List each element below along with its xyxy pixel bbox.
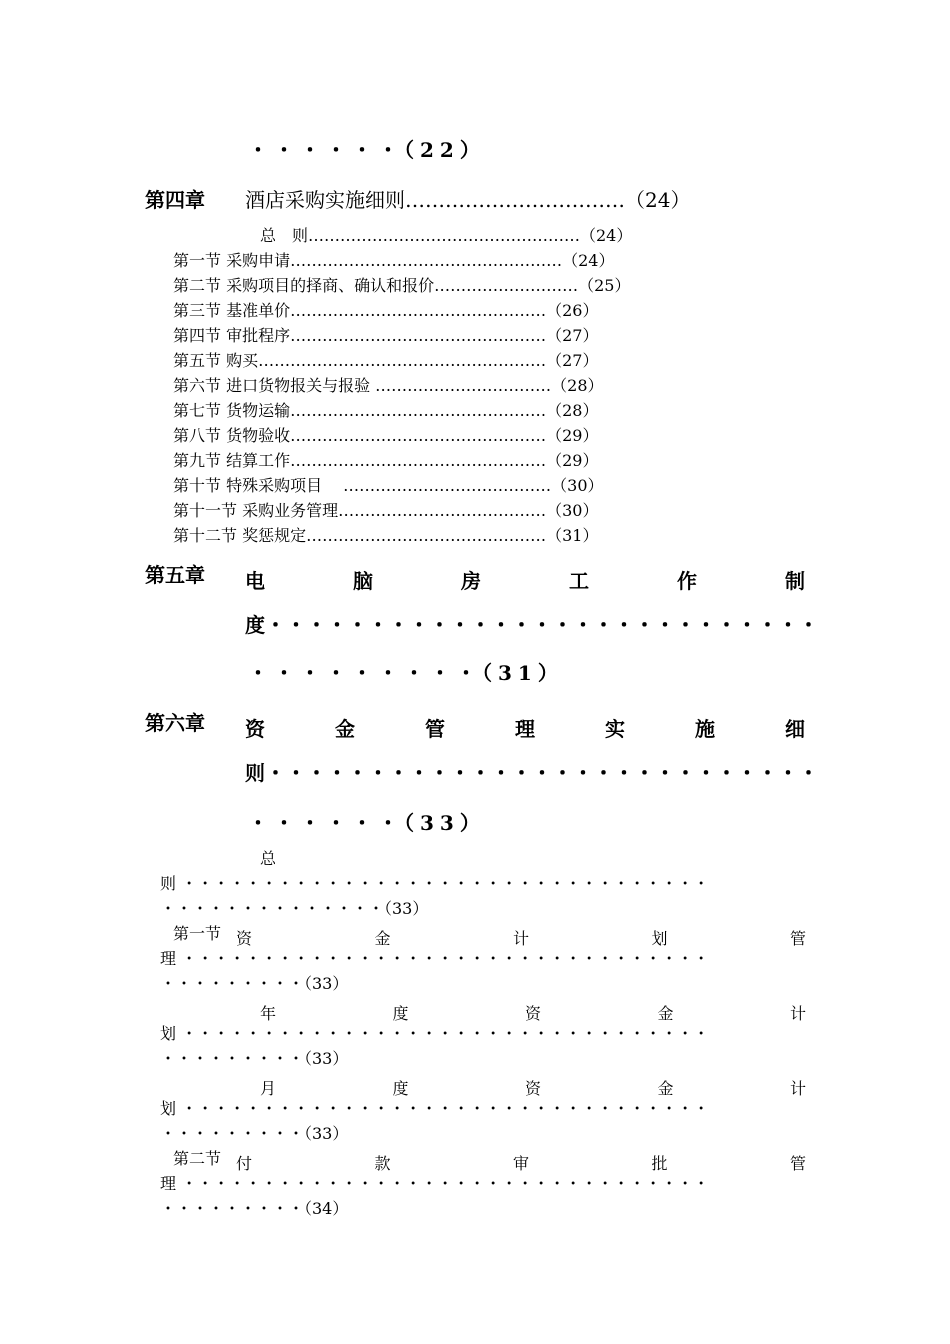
toc-ch5-char: 房: [461, 569, 481, 593]
toc-ch6-s1a-tail[interactable]: ・・・・・・・・・（33）: [160, 1049, 349, 1068]
toc-ch6-s1-spread[interactable]: [236, 926, 806, 949]
toc-ch4-item-7[interactable]: 第七节 货物运输…………………………………………（28）: [173, 401, 599, 420]
toc-ch4-item-3[interactable]: 第三节 基准单价…………………………………………（26）: [173, 301, 599, 320]
toc-ch4-label[interactable]: 第四章: [145, 188, 205, 212]
toc-ch6-s1b-char: 月: [260, 1079, 277, 1098]
toc-ch6-s1a-char: 度: [392, 1004, 409, 1023]
toc-ch6-s1b-tail[interactable]: ・・・・・・・・・（33）: [160, 1124, 349, 1143]
toc-ch4-item-4[interactable]: 第四节 审批程序…………………………………………（27）: [173, 326, 599, 345]
toc-ch4-title[interactable]: 酒店采购实施细则……………………………（24）: [245, 188, 691, 212]
toc-ch6-s1a-spread[interactable]: [260, 1001, 806, 1024]
toc-ch5-line3[interactable]: ・・・・・・・・・（31）: [248, 661, 564, 685]
toc-ch6-s1a-char: 年: [260, 1004, 277, 1023]
toc-ch6-s2-tail[interactable]: ・・・・・・・・・（34）: [160, 1199, 349, 1218]
toc-ch6-s2-line2[interactable]: 理 ・・・・・・・・・・・・・・・・・・・・・・・・・・・・・・・・・: [160, 1174, 710, 1193]
toc-ch5-char: 脑: [353, 569, 373, 593]
toc-ch4-item-10[interactable]: 第十节 特殊采购项目 …………………………………（30）: [173, 476, 604, 495]
toc-ch6-s1a-char: 资: [524, 1004, 541, 1023]
toc-ch6-ze-line[interactable]: 则 ・・・・・・・・・・・・・・・・・・・・・・・・・・・・・・・・・: [160, 874, 710, 893]
toc-ch5-char: 作: [677, 569, 697, 593]
toc-ch3-tail[interactable]: ・・・・・・（22）: [248, 138, 486, 162]
toc-ch6-s1-char: 计: [512, 929, 529, 948]
toc-ch6-s1b-spread[interactable]: [260, 1076, 806, 1099]
toc-ch4-item-2[interactable]: 第二节 采购项目的择商、确认和报价………………………（25）: [173, 276, 631, 295]
toc-ch5-line2[interactable]: 度・・・・・・・・・・・・・・・・・・・・・・・・・・・: [245, 613, 819, 637]
toc-ch4-item-5[interactable]: 第五节 购买………………………………………………（27）: [173, 351, 599, 370]
toc-ch6-s2-char: 审: [512, 1154, 529, 1173]
toc-ch6-s2-label[interactable]: 第二节: [173, 1149, 222, 1168]
toc-ch6-s2-spread[interactable]: [236, 1151, 806, 1174]
toc-ch4-item-8[interactable]: 第八节 货物验收…………………………………………（29）: [173, 426, 599, 445]
toc-ch6-char: 实: [605, 717, 625, 741]
toc-ch6-title-spread[interactable]: [245, 713, 805, 742]
toc-ch6-s1a-char: 金: [657, 1004, 674, 1023]
toc-ch6-zong[interactable]: 总: [260, 849, 277, 868]
toc-ch6-s1b-line2[interactable]: 划 ・・・・・・・・・・・・・・・・・・・・・・・・・・・・・・・・・: [160, 1099, 710, 1118]
toc-ch6-s1b-char: 度: [392, 1079, 409, 1098]
toc-ch6-label[interactable]: 第六章: [145, 711, 205, 735]
toc-ch5-char: 工: [569, 569, 589, 593]
toc-ch6-char: 理: [515, 717, 535, 741]
toc-ch6-s1b-char: 资: [524, 1079, 541, 1098]
toc-ch6-line2[interactable]: 则・・・・・・・・・・・・・・・・・・・・・・・・・・・: [245, 761, 819, 785]
toc-ch6-ze-tail[interactable]: ・・・・・・・・・・・・・・（33）: [160, 899, 429, 918]
toc-ch6-s1-tail[interactable]: ・・・・・・・・・（33）: [160, 974, 349, 993]
toc-ch4-item-12[interactable]: 第十二节 奖惩规定………………………………………（31）: [173, 526, 599, 545]
toc-ch4-item-11[interactable]: 第十一节 采购业务管理…………………………………（30）: [173, 501, 599, 520]
toc-ch4-item-6[interactable]: 第六节 进口货物报关与报验 ……………………………（28）: [173, 376, 604, 395]
toc-ch4-item-0[interactable]: 总 则……………………………………………（24）: [260, 226, 633, 245]
toc-ch5-char: 制: [785, 569, 805, 593]
toc-ch4-item-9[interactable]: 第九节 结算工作…………………………………………（29）: [173, 451, 599, 470]
toc-ch6-s1b-char: 计: [789, 1079, 806, 1098]
toc-ch6-char: 金: [335, 717, 355, 741]
toc-ch6-char: 细: [785, 717, 805, 741]
toc-ch4-item-1[interactable]: 第一节 采购申请……………………………………………（24）: [173, 251, 615, 270]
toc-ch6-char: 管: [425, 717, 445, 741]
toc-ch6-s1-char: 金: [374, 929, 391, 948]
toc-ch6-s1b-char: 金: [657, 1079, 674, 1098]
toc-ch6-char: 施: [695, 717, 715, 741]
toc-ch6-s1-label[interactable]: 第一节: [173, 924, 222, 943]
toc-ch6-s1-char: 资: [236, 929, 253, 948]
toc-ch5-title-spread[interactable]: [245, 565, 805, 594]
toc-ch6-s1a-line2[interactable]: 划 ・・・・・・・・・・・・・・・・・・・・・・・・・・・・・・・・・: [160, 1024, 710, 1043]
toc-ch5-char: 电: [245, 569, 265, 593]
toc-ch6-line3[interactable]: ・・・・・・（33）: [248, 811, 486, 835]
toc-ch6-s1-char: 划: [651, 929, 668, 948]
toc-ch6-s2-char: 款: [374, 1154, 391, 1173]
toc-ch6-s1-line2[interactable]: 理 ・・・・・・・・・・・・・・・・・・・・・・・・・・・・・・・・・: [160, 949, 710, 968]
toc-ch6-s2-char: 批: [651, 1154, 668, 1173]
toc-ch6-s1-char: 管: [789, 929, 806, 948]
toc-ch6-char: 资: [245, 717, 265, 741]
toc-ch6-s2-char: 管: [789, 1154, 806, 1173]
toc-ch5-label[interactable]: 第五章: [145, 563, 205, 587]
toc-ch6-s1a-char: 计: [789, 1004, 806, 1023]
toc-ch6-s2-char: 付: [236, 1154, 253, 1173]
